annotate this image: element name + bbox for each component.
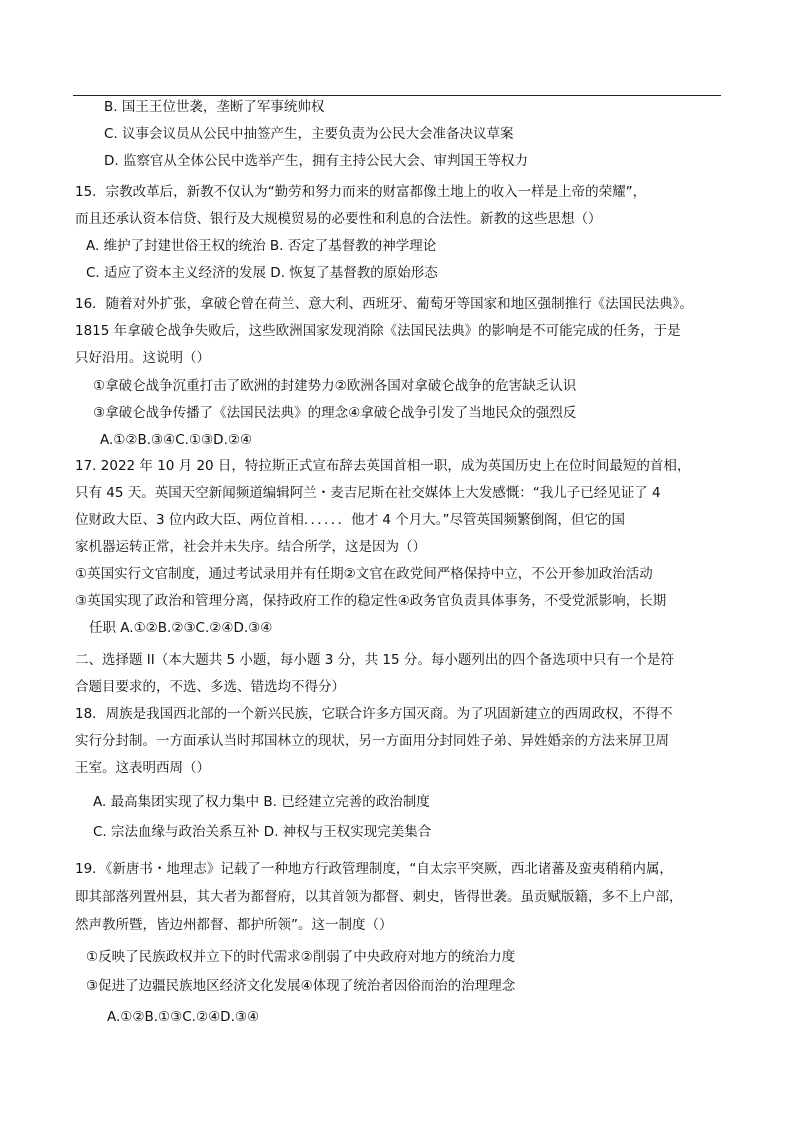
q19-stem-line-1: 19．《新唐书・地理志》记载了一种地方行政管理制度，“自太宗平突厥，西北诸蕃及蛮夷稍稍内属， (75, 861, 673, 877)
q15-options-ab: A. 维护了封建世俗王权的统治 B. 否定了基督教的神学理论 (86, 238, 437, 254)
q18-stem-line-3: 王室。这表明西周（） (75, 760, 210, 776)
q17-statements-34: ③英国实现了政治和管理分离，保持政府工作的稳定性④政务官负责具体事务，不受党派影响，长期 (75, 593, 667, 609)
q17-stem-line-3: 位财政大臣、3 位内政大臣、两位首相．．．．．．他才 4 个月大。”尽管英国频繁倒阁，但它的国 (75, 512, 626, 528)
q15-stem-line-2: 而且还承认资本信贷、银行及大规模贸易的必要性和利息的合法性。新教的这些思想（） (75, 211, 602, 227)
q19-stem-line-2: 即其部落列置州县，其大者为都督府，以其首领为都督、刺史，皆得世袭。虽贡赋版籍，多不上户部， (75, 889, 683, 905)
q14-option-c: C. 议事会议员从公民中抽签产生，主要负责为公民大会准备决议草案 (104, 126, 514, 142)
q18-options-cd: C. 宗法血缘与政治关系互补 D. 神权与王权实现完美集合 (93, 824, 432, 840)
q16-stem-line-3: 只好沿用。这说明（） (75, 350, 210, 366)
q18-stem-line-2: 实行分封制。一方面承认当时邦国林立的现状，另一方面用分封同姓子弟、异姓婚亲的方法来屏卫周 (75, 733, 669, 749)
q16-stem-line-2: 1815 年拿破仑战争失败后，这些欧洲国家发现消除《法国民法典》的影响是不可能完成的任务，于是 (75, 323, 681, 339)
q18-stem-line-1: 18．周族是我国西北部的一个新兴民族，它联合许多方国灭商。为了巩固新建立的西周政权，不得不 (75, 706, 673, 722)
q14-option-b: B. 国王王位世袭，垄断了军事统帅权 (104, 99, 325, 115)
header-rule (73, 95, 721, 96)
q17-stem-line-4: 家机器运转正常，社会并未失序。结合所学，这是因为（） (75, 539, 426, 555)
q19-options: A.①②B.①③C.②④D.③④ (107, 1009, 260, 1025)
q17-statements-12: ①英国实行文官制度，通过考试录用并有任期②文官在政党间严格保持中立，不公开参加政治活动 (75, 566, 653, 582)
q16-statements-34: ③拿破仑战争传播了《法国民法典》的理念④拿破仑战争引发了当地民众的强烈反 (93, 405, 577, 421)
q17-options: 任职 A.①②B.②③C.②④D.③④ (89, 620, 273, 636)
q16-statements-12: ①拿破仑战争沉重打击了欧洲的封建势力②欧洲各国对拿破仑战争的危害缺乏认识 (93, 378, 577, 394)
q15-stem-line-1: 15．宗教改革后，新教不仅认为“勤劳和努力而来的财富都像土地上的收入一样是上帝的荣耀”， (75, 184, 647, 200)
q16-stem-line-1: 16．随着对外扩张，拿破仑曾在荷兰、意大利、西班牙、葡萄牙等国家和地区强制推行《法国民法典》。 (75, 296, 693, 312)
section-2-heading-line-1: 二、选择题 II（本大题共 5 小题，每小题 3 分，共 15 分。每小题列出的四个备选项中只有一个是符 (75, 652, 674, 668)
q15-options-cd: C. 适应了资本主义经济的发展 D. 恢复了基督教的原始形态 (86, 265, 438, 281)
q17-stem-line-1: 17. 2022 年 10 月 20 日，特拉斯正式宣布辞去英国首相一职，成为英国历史上在位时间最短的首相， (75, 458, 691, 474)
q19-stem-line-3: 然声教所暨，皆边州都督、都护所领”。这一制度（） (75, 917, 393, 933)
q18-options-ab: A. 最高集团实现了权力集中 B. 已经建立完善的政治制度 (93, 794, 430, 810)
q19-statements-34: ③促进了边疆民族地区经济文化发展④体现了统治者因俗而治的治理理念 (86, 978, 516, 994)
q14-option-d: D. 监察官从全体公民中选举产生，拥有主持公民大会、审判国王等权力 (104, 153, 528, 169)
q17-stem-line-2: 只有 45 天。英国天空新闻频道编辑阿兰・麦吉尼斯在社交媒体上大发感慨：“我儿子已经见证了 4 (75, 485, 661, 501)
q19-statements-12: ①反映了民族政权并立下的时代需求②削弱了中央政府对地方的统治力度 (86, 949, 516, 965)
q16-options: A.①②B.③④C.①③D.②④ (100, 432, 253, 448)
section-2-heading-line-2: 合题目要求的，不选、多选、错选均不得分） (75, 679, 345, 695)
